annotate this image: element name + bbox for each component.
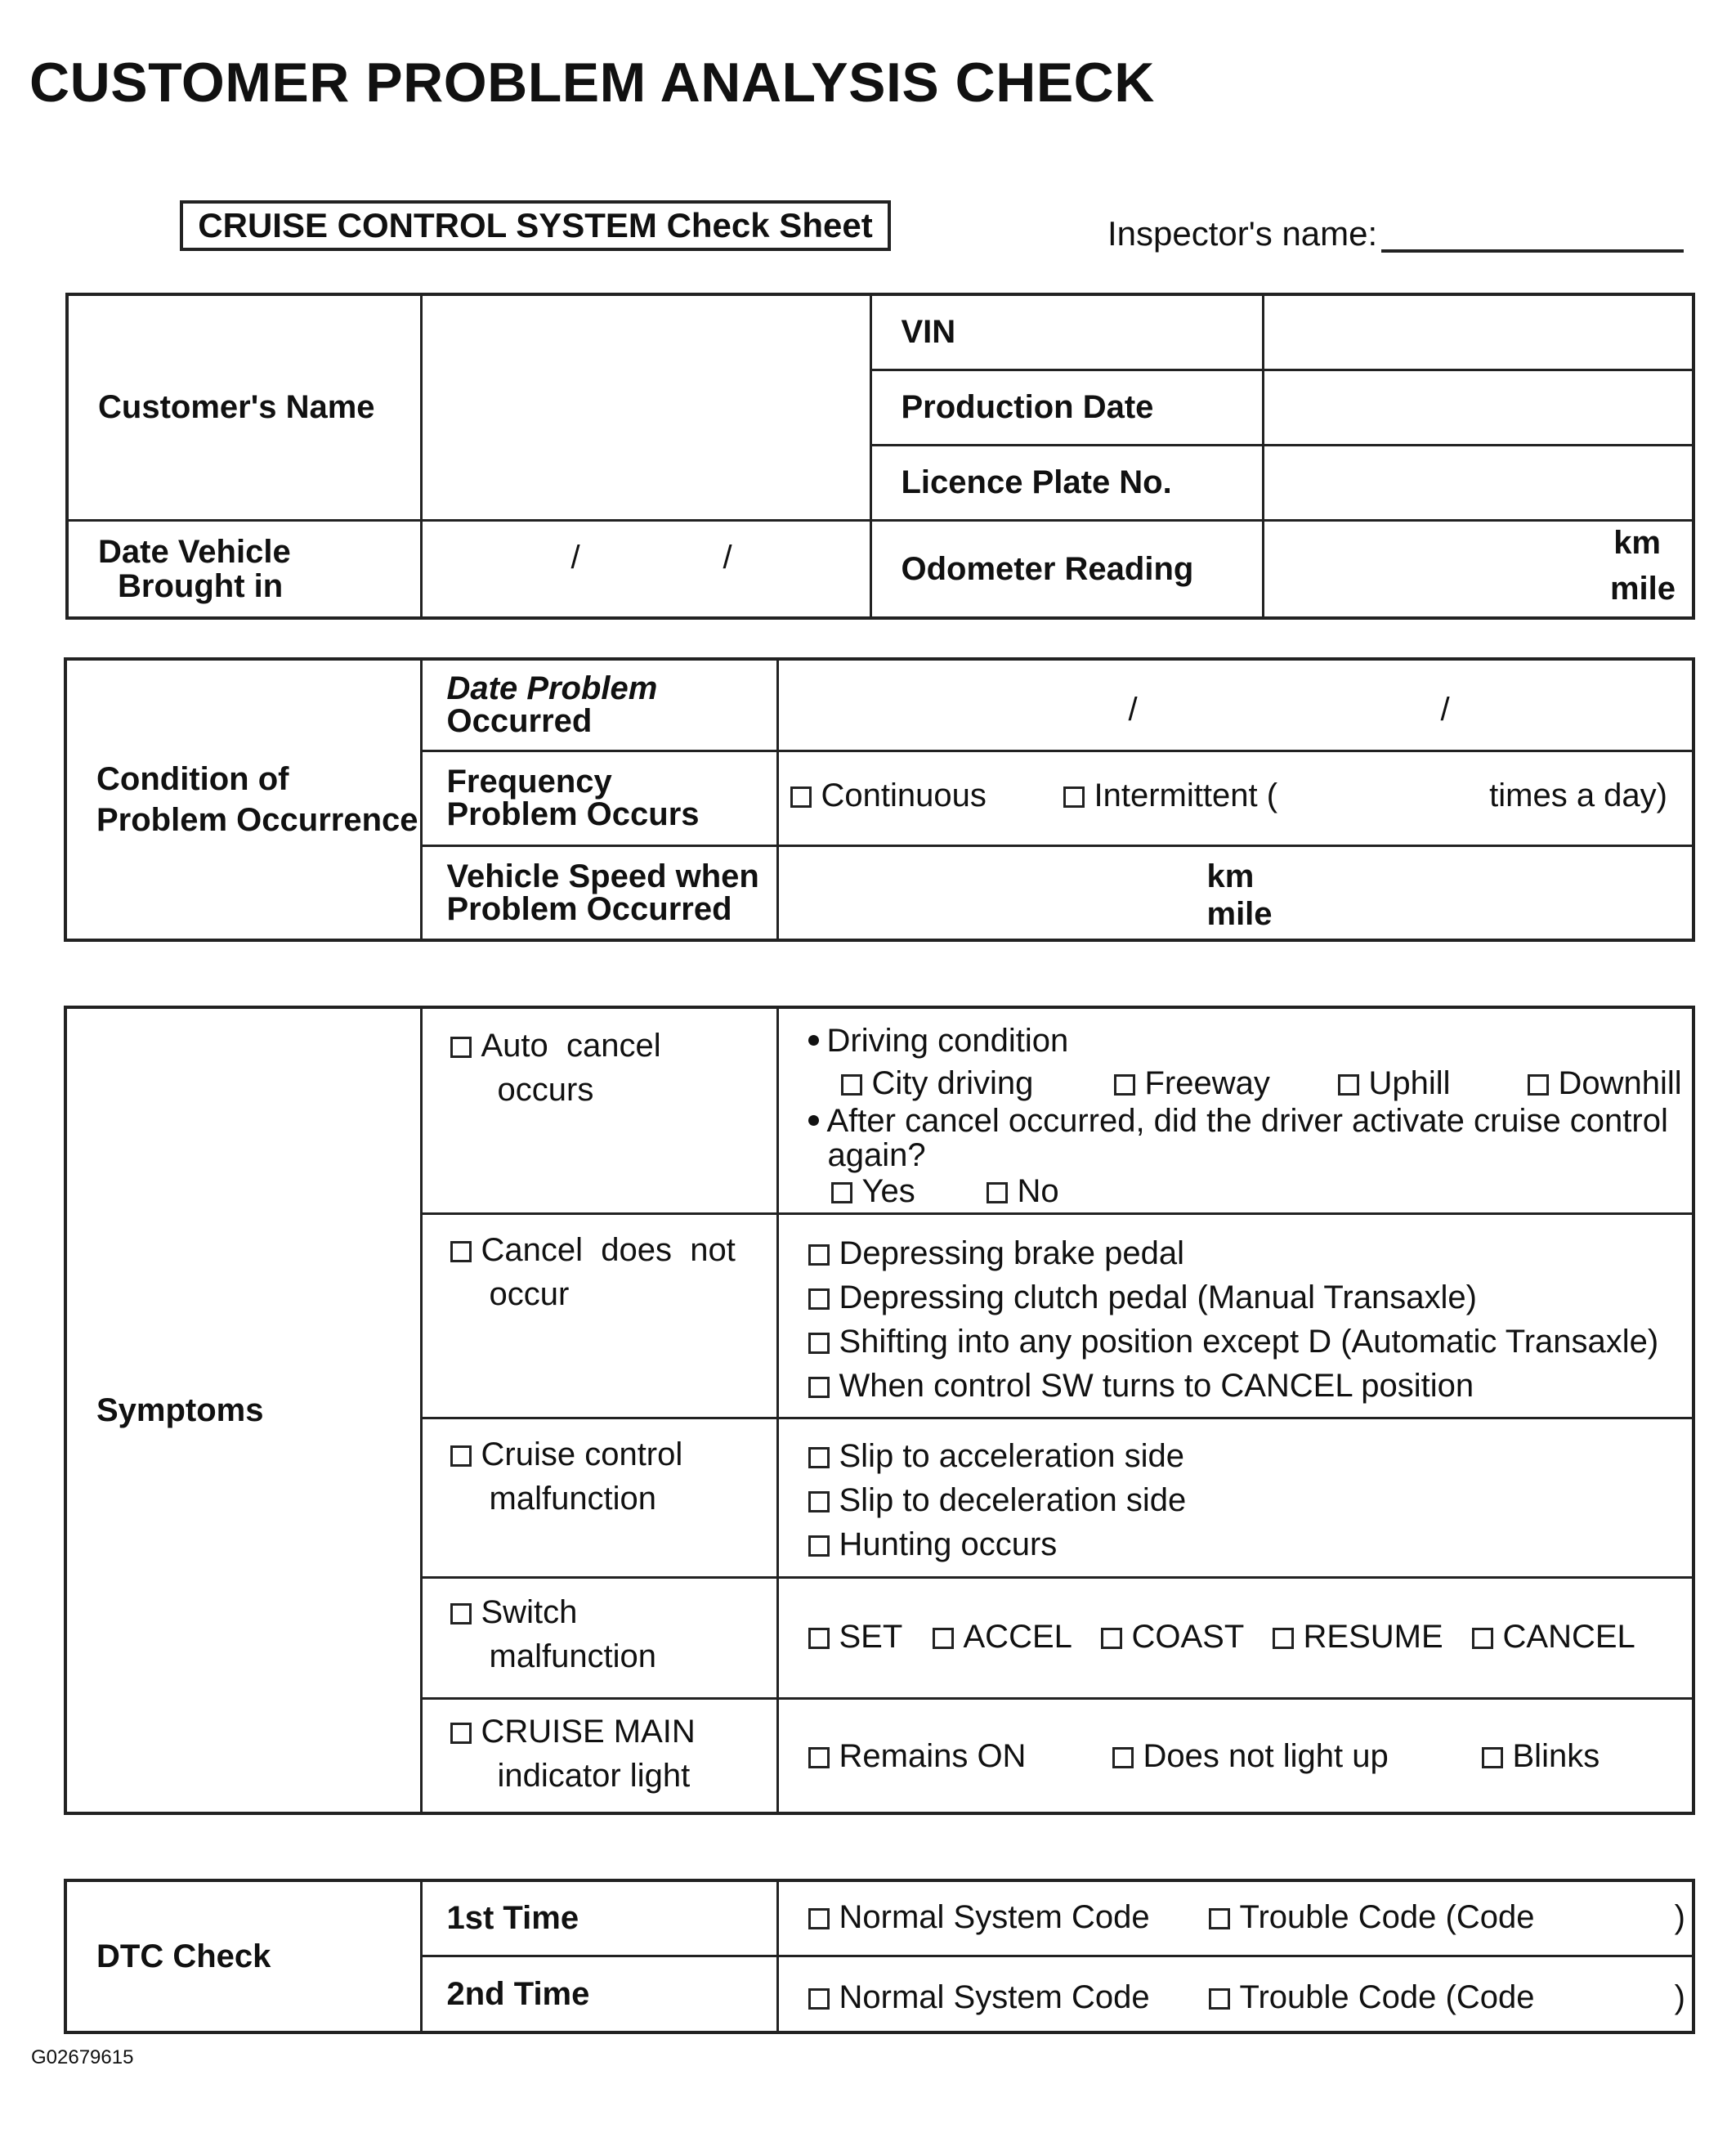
auto-cancel-cell <box>421 1007 777 1213</box>
odometer-km: km <box>1613 524 1661 561</box>
cancel-item[interactable] <box>808 1364 1693 1408</box>
first-close-paren: ) <box>1674 1899 1685 1935</box>
checkbox-icon[interactable] <box>1063 786 1085 808</box>
frequency-line2: Problem Occurs <box>446 796 700 832</box>
second-normal-option[interactable] <box>808 1975 1150 2019</box>
first-time-label: 1st Time <box>421 1880 777 1956</box>
checkbox-icon[interactable] <box>450 1603 472 1624</box>
checkbox-icon[interactable] <box>1273 1628 1294 1649</box>
condition-label <box>65 659 421 940</box>
checkbox-icon[interactable] <box>987 1182 1008 1203</box>
speed-km: km <box>1206 858 1255 894</box>
checkbox-icon[interactable] <box>1209 1988 1230 2010</box>
not-light-text: Does not light up <box>1143 1737 1389 1774</box>
checkbox-icon[interactable] <box>933 1628 954 1649</box>
dtc-table <box>64 1879 1695 2034</box>
driving-condition-line <box>808 1020 1693 1061</box>
bullet-icon <box>808 1035 819 1046</box>
date-slash-1: / <box>570 539 580 576</box>
checkbox-icon[interactable] <box>1482 1747 1503 1768</box>
remains-on-option[interactable] <box>808 1734 1027 1778</box>
cancel-item-text: When control SW turns to CANCEL position <box>839 1367 1474 1404</box>
sheet-title-box: CRUISE CONTROL SYSTEM Check Sheet <box>180 200 891 251</box>
page-title: CUSTOMER PROBLEM ANALYSIS CHECK <box>29 52 1155 114</box>
checkbox-icon[interactable] <box>450 1445 472 1467</box>
licence-plate-label: Licence Plate No. <box>870 445 1263 520</box>
cancel-item-text: Shifting into any position except D (Automatic Transaxle) <box>839 1323 1659 1360</box>
malfunction-line2: malfunction <box>489 1480 657 1517</box>
continuous-option[interactable] <box>790 773 987 818</box>
cancel-text: CANCEL <box>1502 1618 1635 1655</box>
driving-condition-text: Driving condition <box>826 1023 1069 1059</box>
condition-table <box>64 657 1695 942</box>
malfunction-details <box>777 1418 1693 1577</box>
cancel-item-text: Depressing clutch pedal (Manual Transaxle) <box>839 1279 1477 1315</box>
dtc-label: DTC Check <box>65 1880 421 2032</box>
auto-cancel-details <box>777 1007 1693 1213</box>
first-normal-text: Normal System Code <box>839 1899 1150 1935</box>
checkbox-icon[interactable] <box>808 1908 830 1929</box>
customer-name-field[interactable] <box>421 294 870 520</box>
no-option[interactable] <box>987 1169 1059 1213</box>
malfunction-cell <box>421 1418 777 1577</box>
malfunction-item-text: Slip to deceleration side <box>839 1481 1187 1518</box>
checkbox-icon[interactable] <box>808 1535 830 1557</box>
switch-option[interactable] <box>450 1590 776 1634</box>
cancel-item-text: Depressing brake pedal <box>839 1235 1184 1271</box>
checkbox-icon[interactable] <box>808 1988 830 2010</box>
coast-option[interactable] <box>1101 1615 1245 1659</box>
production-date-label: Production Date <box>870 370 1263 445</box>
checkbox-icon[interactable] <box>1112 1747 1134 1768</box>
cancel-not-cell <box>421 1213 777 1418</box>
checkbox-icon[interactable] <box>1114 1074 1135 1096</box>
yes-text: Yes <box>861 1173 915 1209</box>
auto-cancel-line2: occurs <box>497 1072 594 1108</box>
switch-cell <box>421 1577 777 1698</box>
intermittent-text: Intermittent ( <box>1094 777 1278 813</box>
date-slash-2: / <box>723 539 732 576</box>
vin-label: VIN <box>870 294 1263 370</box>
frequency-options <box>777 751 1693 845</box>
frequency-line1: Frequency <box>446 764 612 800</box>
date-problem-label <box>421 659 777 751</box>
vin-field[interactable] <box>1263 294 1693 370</box>
coast-text: COAST <box>1131 1618 1245 1655</box>
resume-option[interactable] <box>1273 1615 1443 1659</box>
switch-line1: Switch <box>481 1593 578 1630</box>
speed-mile: mile <box>1206 895 1273 932</box>
first-trouble-text: Trouble Code (Code <box>1239 1899 1535 1935</box>
blinks-text: Blinks <box>1512 1737 1600 1774</box>
yes-option[interactable] <box>831 1169 915 1213</box>
cancel-item[interactable] <box>808 1275 1693 1320</box>
symptoms-table <box>64 1006 1695 1815</box>
checkbox-icon[interactable] <box>450 1723 472 1744</box>
switch-details <box>777 1577 1693 1698</box>
date-brought-label-line2: Brought in <box>118 567 284 604</box>
indicator-line2: indicator light <box>497 1757 691 1794</box>
auto-cancel-line1: Auto cancel <box>481 1028 661 1064</box>
uphill-option[interactable] <box>1338 1061 1451 1105</box>
freeway-text: Freeway <box>1144 1065 1270 1101</box>
problem-slash-2: / <box>1440 692 1450 728</box>
date-problem-field[interactable] <box>777 659 1693 751</box>
bullet-icon <box>808 1115 819 1126</box>
condition-label-line1: Condition of <box>96 761 289 797</box>
date-brought-label <box>67 520 421 618</box>
malfunction-item-text: Hunting occurs <box>839 1526 1058 1562</box>
accel-text: ACCEL <box>963 1618 1072 1655</box>
cancel-item[interactable] <box>808 1320 1693 1364</box>
cancel-option[interactable] <box>1472 1615 1635 1659</box>
downhill-text: Downhill <box>1558 1065 1682 1101</box>
malfunction-item[interactable] <box>808 1522 1693 1566</box>
checkbox-icon[interactable] <box>808 1288 830 1310</box>
first-time-options <box>777 1880 1693 1956</box>
problem-slash-1: / <box>1128 692 1138 728</box>
uphill-text: Uphill <box>1368 1065 1451 1101</box>
cancel-not-details <box>777 1213 1693 1418</box>
malfunction-item[interactable] <box>808 1434 1693 1478</box>
checkbox-icon[interactable] <box>808 1333 830 1354</box>
symptoms-label: Symptoms <box>65 1007 421 1813</box>
set-text: SET <box>839 1618 903 1655</box>
checkbox-icon[interactable] <box>1209 1908 1230 1929</box>
accel-option[interactable] <box>933 1615 1072 1659</box>
first-trouble-option[interactable] <box>1209 1895 1535 1939</box>
checkbox-icon[interactable] <box>450 1037 472 1058</box>
blinks-option[interactable] <box>1482 1734 1600 1778</box>
date-problem-line2: Occurred <box>446 703 593 740</box>
vehicle-speed-line2: Problem Occurred <box>446 890 732 927</box>
freeway-option[interactable] <box>1114 1061 1270 1105</box>
checkbox-icon[interactable] <box>808 1244 830 1266</box>
checkbox-icon[interactable] <box>808 1377 830 1398</box>
indicator-details <box>777 1698 1693 1813</box>
vehicle-info-table <box>65 293 1695 620</box>
vehicle-speed-field[interactable] <box>777 845 1693 940</box>
set-option[interactable] <box>808 1615 903 1659</box>
not-light-option[interactable] <box>1112 1734 1389 1778</box>
cancel-not-line2: occur <box>489 1275 570 1312</box>
checkbox-icon[interactable] <box>808 1747 830 1768</box>
indicator-cell <box>421 1698 777 1813</box>
date-problem-line1: Date Problem <box>446 670 658 707</box>
malfunction-item[interactable] <box>808 1478 1693 1522</box>
cancel-not-line1: Cancel does not <box>481 1231 736 1268</box>
checkbox-icon[interactable] <box>1528 1074 1549 1096</box>
odometer-field[interactable] <box>1263 520 1693 618</box>
remains-on-text: Remains ON <box>839 1737 1027 1774</box>
question-text-1: After cancel occurred, did the driver activate cruise control <box>826 1103 1668 1139</box>
checkbox-icon[interactable] <box>1101 1628 1122 1649</box>
second-time-options <box>777 1956 1693 2032</box>
inspector-label: Inspector's name: <box>1107 214 1378 253</box>
checkbox-icon[interactable] <box>808 1447 830 1468</box>
vehicle-speed-label <box>421 845 777 940</box>
odometer-mile: mile <box>1609 570 1676 607</box>
continuous-text: Continuous <box>821 777 987 813</box>
customer-name-label: Customer's Name <box>67 294 421 520</box>
condition-label-line2: Problem Occurrence <box>96 802 418 838</box>
second-trouble-option[interactable] <box>1209 1975 1535 2019</box>
checkbox-icon[interactable] <box>1338 1074 1359 1096</box>
checkbox-icon[interactable] <box>1472 1628 1493 1649</box>
question-line <box>808 1104 1693 1138</box>
checkbox-icon[interactable] <box>808 1491 830 1512</box>
malfunction-option[interactable] <box>450 1432 776 1477</box>
figure-code: G02679615 <box>31 2046 134 2068</box>
first-normal-option[interactable] <box>808 1895 1150 1939</box>
checkbox-icon[interactable] <box>841 1074 862 1096</box>
second-time-label: 2nd Time <box>421 1956 777 2032</box>
city-driving-option[interactable] <box>841 1061 1034 1105</box>
switch-line2: malfunction <box>489 1638 657 1674</box>
city-driving-text: City driving <box>871 1065 1034 1101</box>
indicator-option[interactable] <box>450 1710 776 1754</box>
malfunction-line1: Cruise control <box>481 1436 683 1472</box>
licence-plate-field[interactable] <box>1263 445 1693 520</box>
odometer-label: Odometer Reading <box>870 520 1263 618</box>
malfunction-item-text: Slip to acceleration side <box>839 1437 1184 1474</box>
second-trouble-text: Trouble Code (Code <box>1239 1978 1535 2015</box>
vehicle-speed-line1: Vehicle Speed when <box>446 858 759 894</box>
production-date-field[interactable] <box>1263 370 1693 445</box>
no-text: No <box>1017 1173 1059 1209</box>
second-close-paren: ) <box>1674 1978 1685 2015</box>
cancel-not-option[interactable] <box>450 1228 776 1272</box>
downhill-option[interactable] <box>1528 1061 1682 1105</box>
inspector-name-field[interactable] <box>1381 249 1684 253</box>
checkbox-icon[interactable] <box>808 1628 830 1649</box>
cancel-item[interactable] <box>808 1231 1693 1275</box>
date-brought-field[interactable] <box>421 520 870 618</box>
intermittent-option[interactable] <box>1063 773 1278 818</box>
second-normal-text: Normal System Code <box>839 1978 1150 2015</box>
auto-cancel-option[interactable] <box>450 1024 776 1068</box>
checkbox-icon[interactable] <box>831 1182 852 1203</box>
indicator-line1: CRUISE MAIN <box>481 1713 696 1750</box>
checkbox-icon[interactable] <box>450 1241 472 1262</box>
date-brought-label-line1: Date Vehicle <box>98 533 291 570</box>
resume-text: RESUME <box>1303 1618 1443 1655</box>
checkbox-icon[interactable] <box>790 786 812 808</box>
times-a-day-text: times a day) <box>1489 777 1667 813</box>
question-text-2: again? <box>827 1137 926 1173</box>
frequency-label <box>421 751 777 845</box>
